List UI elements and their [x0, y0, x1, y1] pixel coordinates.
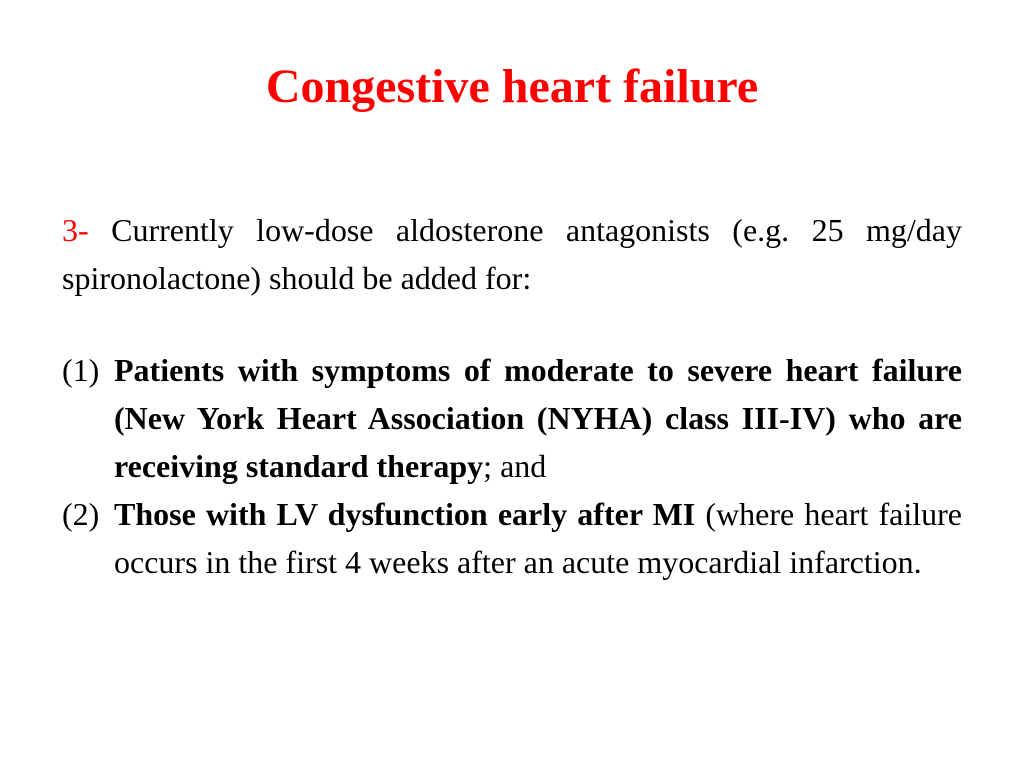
indication-list: [62, 346, 962, 586]
intro-text: Currently low-dose aldosterone antagonists (e.g. 25 mg/day spironolactone) should be added for:: [62, 212, 962, 296]
list-item-bold-text: Those with LV dysfunction early after MI: [114, 496, 696, 532]
list-item-number: (1): [62, 352, 100, 388]
list-item-text: [114, 346, 962, 490]
intro-paragraph: [62, 206, 962, 302]
list-item-plain-text: ; and: [483, 448, 547, 484]
list-item-1: [62, 346, 962, 490]
list-item-2: [62, 490, 962, 586]
list-item-text: [114, 490, 962, 586]
list-item-bold-text: Patients with symptoms of moderate to severe heart failure (New York Heart Association (NYHA) class III-IV) who are receiving standard therapy: [114, 352, 962, 484]
slide-title: Congestive heart failure: [265, 60, 759, 113]
intro-number: 3-: [62, 212, 89, 248]
list-item-number: (2): [62, 496, 100, 532]
list-item-plain-text: (where heart failure occurs in the first 4 weeks after an acute myocardial infarction.: [114, 496, 963, 580]
